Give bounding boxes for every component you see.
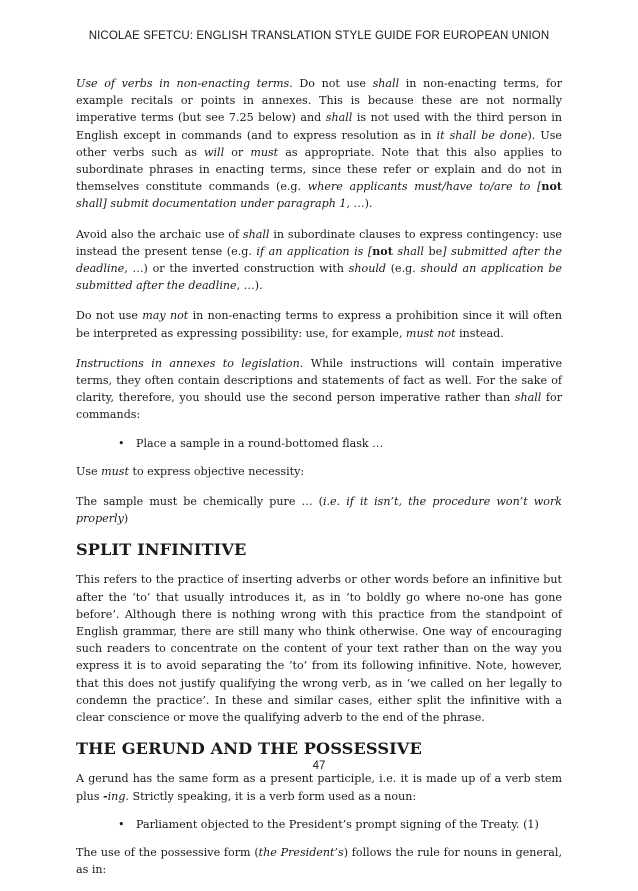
bullet-list-instructions — [76, 435, 562, 452]
paragraph-gerund — [76, 770, 562, 804]
bullet-item-sample-flask: • Place a sample in a round-bottomed flask … — [76, 435, 562, 452]
text-run: shall — [242, 227, 270, 241]
text-run: ) follows the rule for nouns in general, as in: — [76, 845, 562, 877]
text-run: ing — [107, 789, 126, 803]
text-run: Instructions in annexes to legislation — [76, 356, 300, 370]
text-run: it shall be done — [436, 128, 528, 142]
text-run: The sample must be chemically pure … ( — [76, 495, 323, 509]
text-run: not — [372, 244, 393, 258]
text-run: for commands: — [76, 391, 563, 422]
text-run: where applicants must/have to/are to [ — [307, 180, 542, 194]
text-run: ) or the inverted construction with — [143, 262, 349, 276]
paragraph-archaic-shall — [76, 226, 562, 295]
text-run: The use of the possessive form ( — [76, 845, 259, 859]
text-run: the President’s — [258, 845, 344, 859]
text-run: ] submitted after the deadline, … — [76, 244, 563, 276]
text-run: should an application be submitted after the deadline, … — [76, 262, 563, 293]
text-run: in non-enacting terms, for example recitals or points in annexes. This is because these are not normally imperative terms (but see 7.25 below) and — [76, 77, 563, 125]
text-run: Use of verbs in non-enacting terms — [76, 77, 290, 90]
paragraph-split-infinitive: This refers to the practice of inserting adverbs or other words before an infinitive but after the ‘to’ that usually introduces it, as in ‘to boldly go where no-one has gone before’. Although there is nothing wrong with this practice from the standpoint of English grammar, there are still many who think otherwise. One way of encouraging such readers to concentrate on the content of your text rather than on the way you express it is to avoid separating the ‘to’ from its following infinitive. Note, however, that this does not justify qualifying the wrong verb, as in ‘we called on her legally to condemn the practice’. In these and similar cases, either split the infinitive with a clear conscience or move the qualifying adverb to the end of the phrase. — [76, 573, 562, 725]
text-run: will — [204, 145, 225, 159]
text-run: is not used with the third person in English except in commands (and to express resolution as in — [76, 111, 562, 142]
text-run: should — [348, 262, 386, 276]
paragraph-instructions-annexes — [76, 355, 562, 424]
running-header: NICOLAE SFETCU: ENGLISH TRANSLATION STYLE GUIDE FOR EUROPEAN UNION — [88, 30, 550, 42]
text-run: shall — [392, 244, 424, 258]
text-run: be — [423, 244, 443, 258]
text-run: must not — [405, 326, 456, 340]
paragraph-sample-pure — [76, 493, 562, 527]
text-run: shall — [514, 391, 542, 405]
text-run: not — [541, 180, 562, 194]
bullet-list-gerund — [76, 816, 562, 833]
text-run: Avoid also the archaic use of — [76, 227, 243, 241]
text-run: instead. — [455, 326, 504, 340]
paragraph-use-must — [76, 463, 562, 480]
text-run: in subordinate clauses to express contingency: use instead the present tense (e.g. — [76, 227, 562, 258]
text-run: . Do not use — [289, 77, 373, 90]
text-run: i.e. if it isn’t, the procedure won’t work properly — [76, 495, 562, 526]
text-run: shall — [325, 111, 353, 125]
text-run: in non-enacting terms to express a prohibition since it will often be interpreted as expressing possibility: use, for example, — [76, 309, 562, 340]
heading-gerund-possessive: THE GERUND AND THE POSSESSIVE — [76, 739, 422, 759]
text-run: or — [224, 145, 251, 159]
text-run: may not — [142, 309, 189, 323]
paragraph-possessive — [76, 844, 562, 878]
text-run: must — [250, 145, 279, 159]
bullet-item-parliament: • Parliament objected to the President’s prompt signing of the Treaty. (1) — [76, 816, 562, 833]
text-run: to express objective necessity: — [128, 464, 305, 478]
text-run: must — [101, 464, 129, 478]
text-run: shall] submit documentation under paragraph 1, … — [76, 197, 365, 211]
text-run: if an application is [ — [256, 244, 373, 258]
text-run: as appropriate. Note that this also applies to subordinate phrases in enacting terms, since these refer or explain and do not in themselves constitute commands (e.g. — [76, 145, 562, 194]
text-run: . Strictly speaking, it is a verb form used as a noun: — [125, 789, 417, 803]
text-run: . While instructions will contain imperative terms, they often contain descriptions and statements of fact as well. For the sake of clarity, therefore, you should use the second person imperative rather than — [76, 356, 563, 405]
text-run: ). — [254, 279, 263, 293]
text-run: A gerund has the same form as a present participle, i.e. it is made up of a verb stem plus — [76, 772, 562, 803]
text-run: - — [103, 789, 108, 803]
text-run: ). — [364, 197, 373, 211]
text-run: ). Use other verbs such as — [76, 128, 562, 159]
text-run: Do not use — [76, 309, 143, 323]
heading-split-infinitive: SPLIT INFINITIVE — [76, 540, 247, 560]
paragraph-may-not — [76, 307, 562, 341]
text-run: (e.g. — [386, 262, 421, 276]
page-number: 47 — [312, 760, 326, 772]
paragraph-verbs-non-enacting — [76, 75, 562, 213]
text-run: Use — [76, 464, 102, 478]
text-run: shall — [372, 77, 400, 90]
text-run: ) — [123, 512, 129, 526]
